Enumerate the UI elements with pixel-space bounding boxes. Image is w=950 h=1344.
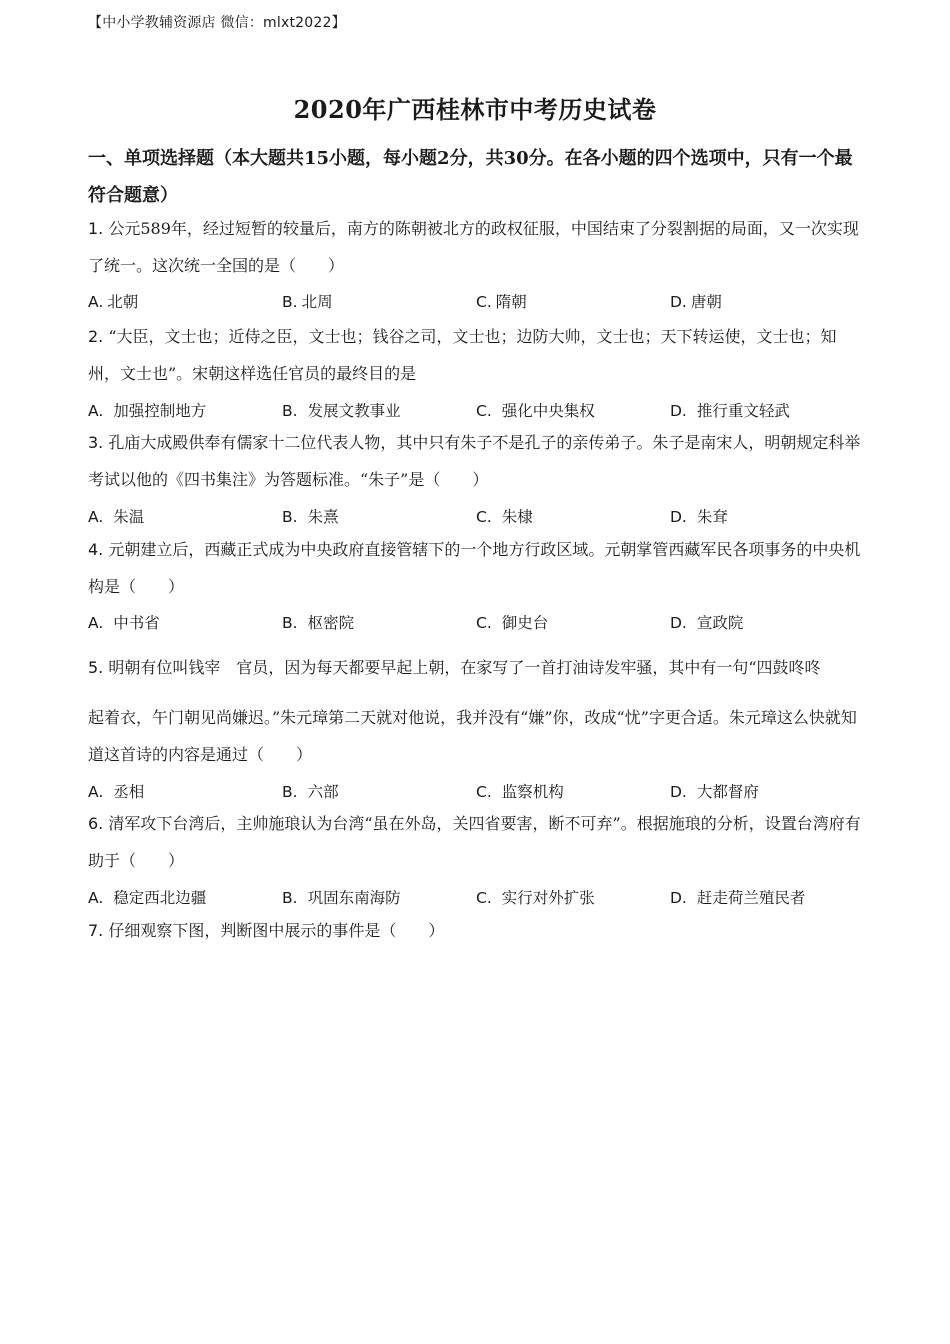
option-letter: B. <box>282 293 298 311</box>
question-1 <box>88 210 868 284</box>
question-5 <box>88 649 868 686</box>
question-text: 仔细观察下图，判断图中展示的事件是（ ） <box>108 921 445 940</box>
option-text: 隋朝 <box>495 293 527 311</box>
question-number: 1. <box>88 219 104 238</box>
option-text: 中书省 <box>113 614 160 632</box>
question-text: 公元589年，经过短暂的较量后，南方的陈朝被北方的政权征服，中国结束了分裂割据的局面，又一次实现了统一。这次统一全国的是（ ） <box>88 219 859 275</box>
option-text: 赶走荷兰殖民者 <box>696 889 806 907</box>
option-d <box>670 290 722 312</box>
question-text: “大臣，文士也；近侍之臣，文士也；钱谷之司，文士也；边防大帅，文士也；天下转运使，文士也；知州，文士也”。宋朝这样选任官员的最终目的是 <box>88 327 837 383</box>
question-number: 6. <box>88 814 104 833</box>
question-6 <box>88 805 868 879</box>
option-a <box>88 505 144 527</box>
option-letter: C. <box>476 508 492 526</box>
option-text: 大都督府 <box>696 783 759 801</box>
page-title: 2020年广西桂林市中考历史试卷 <box>293 95 657 124</box>
option-letter: D. <box>670 293 687 311</box>
option-a <box>88 399 206 421</box>
option-b <box>282 886 401 908</box>
question-2 <box>88 318 868 392</box>
question-5-continued <box>88 699 868 773</box>
option-text: 强化中央集权 <box>501 402 595 420</box>
section-heading: 一、单项选择题（本大题共15小题，每小题2分，共30分。在各小题的四个选项中，只有一个最符合题意） <box>88 148 853 206</box>
option-letter: B. <box>282 783 298 801</box>
option-b <box>282 290 333 312</box>
header-note: 【中小学教辅资源店 微信：mlxt2022】 <box>88 15 346 31</box>
option-letter: C. <box>476 293 492 311</box>
option-text: 北周 <box>301 293 333 311</box>
option-letter: D. <box>670 614 687 632</box>
question-4 <box>88 531 868 605</box>
option-a <box>88 611 160 633</box>
options-6 <box>88 886 868 910</box>
option-d <box>670 780 759 802</box>
option-text: 巩固东南海防 <box>307 889 401 907</box>
question-text: 孔庙大成殿供奉有儒家十二位代表人物，其中只有朱子不是孔子的亲传弟子。朱子是南宋人，明朝规定科举考试以他的《四书集注》为答题标准。“朱子”是（ ） <box>88 433 861 489</box>
option-letter: A. <box>88 293 104 311</box>
question-text-line1: 明朝有位叫钱宰 官员，因为每天都要早起上朝，在家写了一首打油诗发牢骚，其中有一句“四鼓咚咚 <box>108 658 821 677</box>
option-text: 六部 <box>307 783 339 801</box>
option-text: 朱熹 <box>307 508 339 526</box>
option-text: 丞相 <box>113 783 145 801</box>
option-c <box>476 505 533 527</box>
option-c <box>476 290 527 312</box>
option-letter: C. <box>476 889 492 907</box>
option-a <box>88 290 138 312</box>
option-letter: B. <box>282 508 298 526</box>
option-text: 朱耷 <box>696 508 728 526</box>
option-letter: C. <box>476 783 492 801</box>
option-d <box>670 611 743 633</box>
question-text-line2: 起着衣，午门朝见尚嫌迟。”朱元璋第二天就对他说，我并没有“嫌”你，改成“忧”字更合适。朱元璋这么快就知道这首诗的内容是通过（ ） <box>88 708 857 764</box>
option-letter: D. <box>670 508 687 526</box>
options-5 <box>88 780 868 804</box>
options-2 <box>88 399 868 423</box>
option-letter: A. <box>88 508 104 526</box>
question-text: 清军攻下台湾后，主帅施琅认为台湾“虽在外岛，关四省要害，断不可弃”。根据施琅的分析，设置台湾府有助于（ ） <box>88 814 861 870</box>
option-c <box>476 780 564 802</box>
question-number: 5. <box>88 658 104 677</box>
option-text: 朱温 <box>113 508 145 526</box>
question-text: 元朝建立后，西藏正式成为中央政府直接管辖下的一个地方行政区域。元朝掌管西藏军民各项事务的中央机构是（ ） <box>88 540 861 596</box>
option-text: 北朝 <box>107 293 139 311</box>
option-letter: C. <box>476 402 492 420</box>
option-b <box>282 399 401 421</box>
option-d <box>670 399 790 421</box>
question-number: 2. <box>88 327 104 346</box>
option-letter: C. <box>476 614 492 632</box>
option-text: 御史台 <box>501 614 549 632</box>
question-number: 3. <box>88 433 104 452</box>
option-letter: D. <box>670 889 687 907</box>
question-3 <box>88 424 868 498</box>
option-b <box>282 505 339 527</box>
option-text: 唐朝 <box>690 293 722 311</box>
option-c <box>476 399 595 421</box>
option-text: 枢密院 <box>307 614 355 632</box>
option-text: 监察机构 <box>501 783 564 801</box>
option-text: 稳定西北边疆 <box>113 889 207 907</box>
option-letter: A. <box>88 402 104 420</box>
option-text: 宣政院 <box>696 614 744 632</box>
option-c <box>476 611 548 633</box>
option-text: 发展文教事业 <box>307 402 401 420</box>
option-text: 推行重文轻武 <box>696 402 790 420</box>
option-letter: A. <box>88 889 104 907</box>
option-a <box>88 780 144 802</box>
option-a <box>88 886 206 908</box>
options-3 <box>88 505 868 529</box>
option-letter: B. <box>282 614 298 632</box>
option-letter: D. <box>670 783 687 801</box>
option-d <box>670 505 728 527</box>
option-letter: D. <box>670 402 687 420</box>
option-b <box>282 611 354 633</box>
option-text: 加强控制地方 <box>113 402 207 420</box>
options-4 <box>88 611 868 635</box>
question-number: 4. <box>88 540 104 559</box>
option-text: 朱棣 <box>501 508 533 526</box>
option-letter: A. <box>88 783 104 801</box>
option-letter: B. <box>282 889 298 907</box>
option-letter: A. <box>88 614 104 632</box>
question-number: 7. <box>88 921 104 940</box>
options-1 <box>88 290 868 314</box>
option-b <box>282 780 339 802</box>
option-text: 实行对外扩张 <box>501 889 595 907</box>
option-c <box>476 886 595 908</box>
question-7 <box>88 912 868 949</box>
option-letter: B. <box>282 402 298 420</box>
option-d <box>670 886 805 908</box>
